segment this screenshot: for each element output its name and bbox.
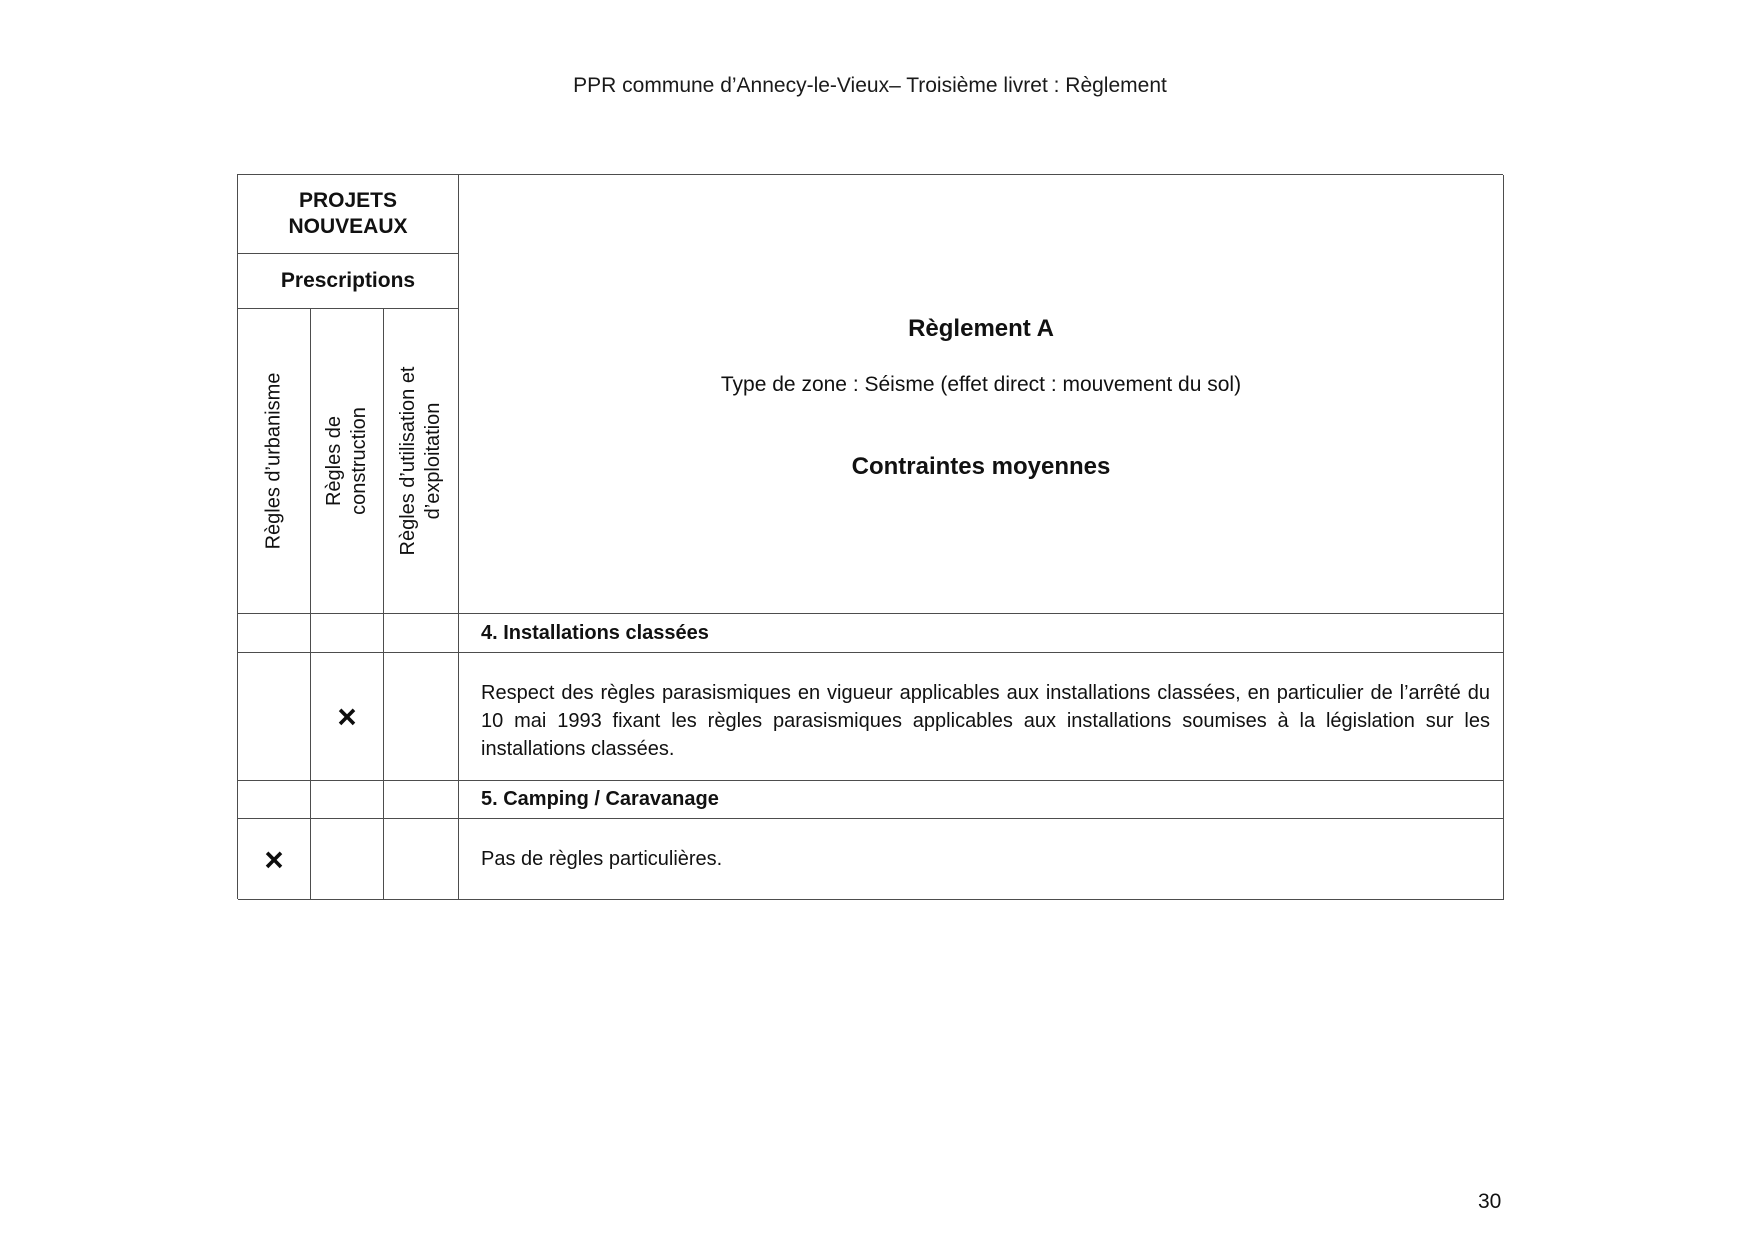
page-header: PPR commune d’Annecy-le-Vieux– Troisième livret : Règlement: [573, 74, 1167, 97]
mark-cell-construction: [311, 781, 384, 819]
x-mark-urbanisme: ×: [264, 840, 284, 878]
mark-cell-utilisation: [384, 653, 459, 781]
mark-cell-urbanisme: [238, 653, 311, 781]
regulation-table: [237, 174, 1503, 899]
section-heading-installations-classees: 4. Installations classées: [459, 614, 1504, 653]
mark-cell-construction: [311, 653, 384, 781]
mark-cell-utilisation: [384, 781, 459, 819]
reglement-header-cell: [459, 175, 1504, 614]
column-header-regles-urbanisme: [238, 309, 311, 614]
projets-nouveaux-header: PROJETS NOUVEAUX: [238, 175, 459, 254]
x-mark-construction: ×: [337, 698, 357, 735]
mark-cell-construction: [311, 614, 384, 653]
mark-cell-utilisation: [384, 819, 459, 900]
mark-cell-urbanisme: [238, 614, 311, 653]
rule-text-installations-classees: Respect des règles parasismiques en vigueur applicables aux installations classées, en particulier de l’arrêté du 10 mai 1993 fixant les règles parasismiques applicables aux installations soumises à la législation sur les installations classées.: [459, 653, 1504, 781]
mark-cell-construction: [311, 819, 384, 900]
column-header-label: Règles d’utilisation et d’exploitation: [397, 366, 444, 556]
reglement-title: Règlement A: [908, 315, 1054, 342]
column-header-regles-construction: [311, 309, 384, 614]
mark-cell-utilisation: [384, 614, 459, 653]
column-header-label: Règles de construction: [323, 407, 370, 515]
rule-text-camping: Pas de règles particulières.: [459, 819, 1504, 900]
mark-cell-urbanisme: [238, 819, 311, 900]
zone-type-text: Type de zone : Séisme (effet direct : mouvement du sol): [720, 373, 1242, 396]
column-header-regles-utilisation: [384, 309, 459, 614]
page-number: 30: [1478, 1190, 1502, 1213]
section-heading-camping-caravanage: 5. Camping / Caravanage: [459, 781, 1504, 819]
constraints-level: Contraintes moyennes: [851, 453, 1111, 480]
mark-cell-urbanisme: [238, 781, 311, 819]
prescriptions-header: Prescriptions: [238, 254, 459, 309]
column-header-label: Règles d’urbanisme: [262, 372, 285, 550]
